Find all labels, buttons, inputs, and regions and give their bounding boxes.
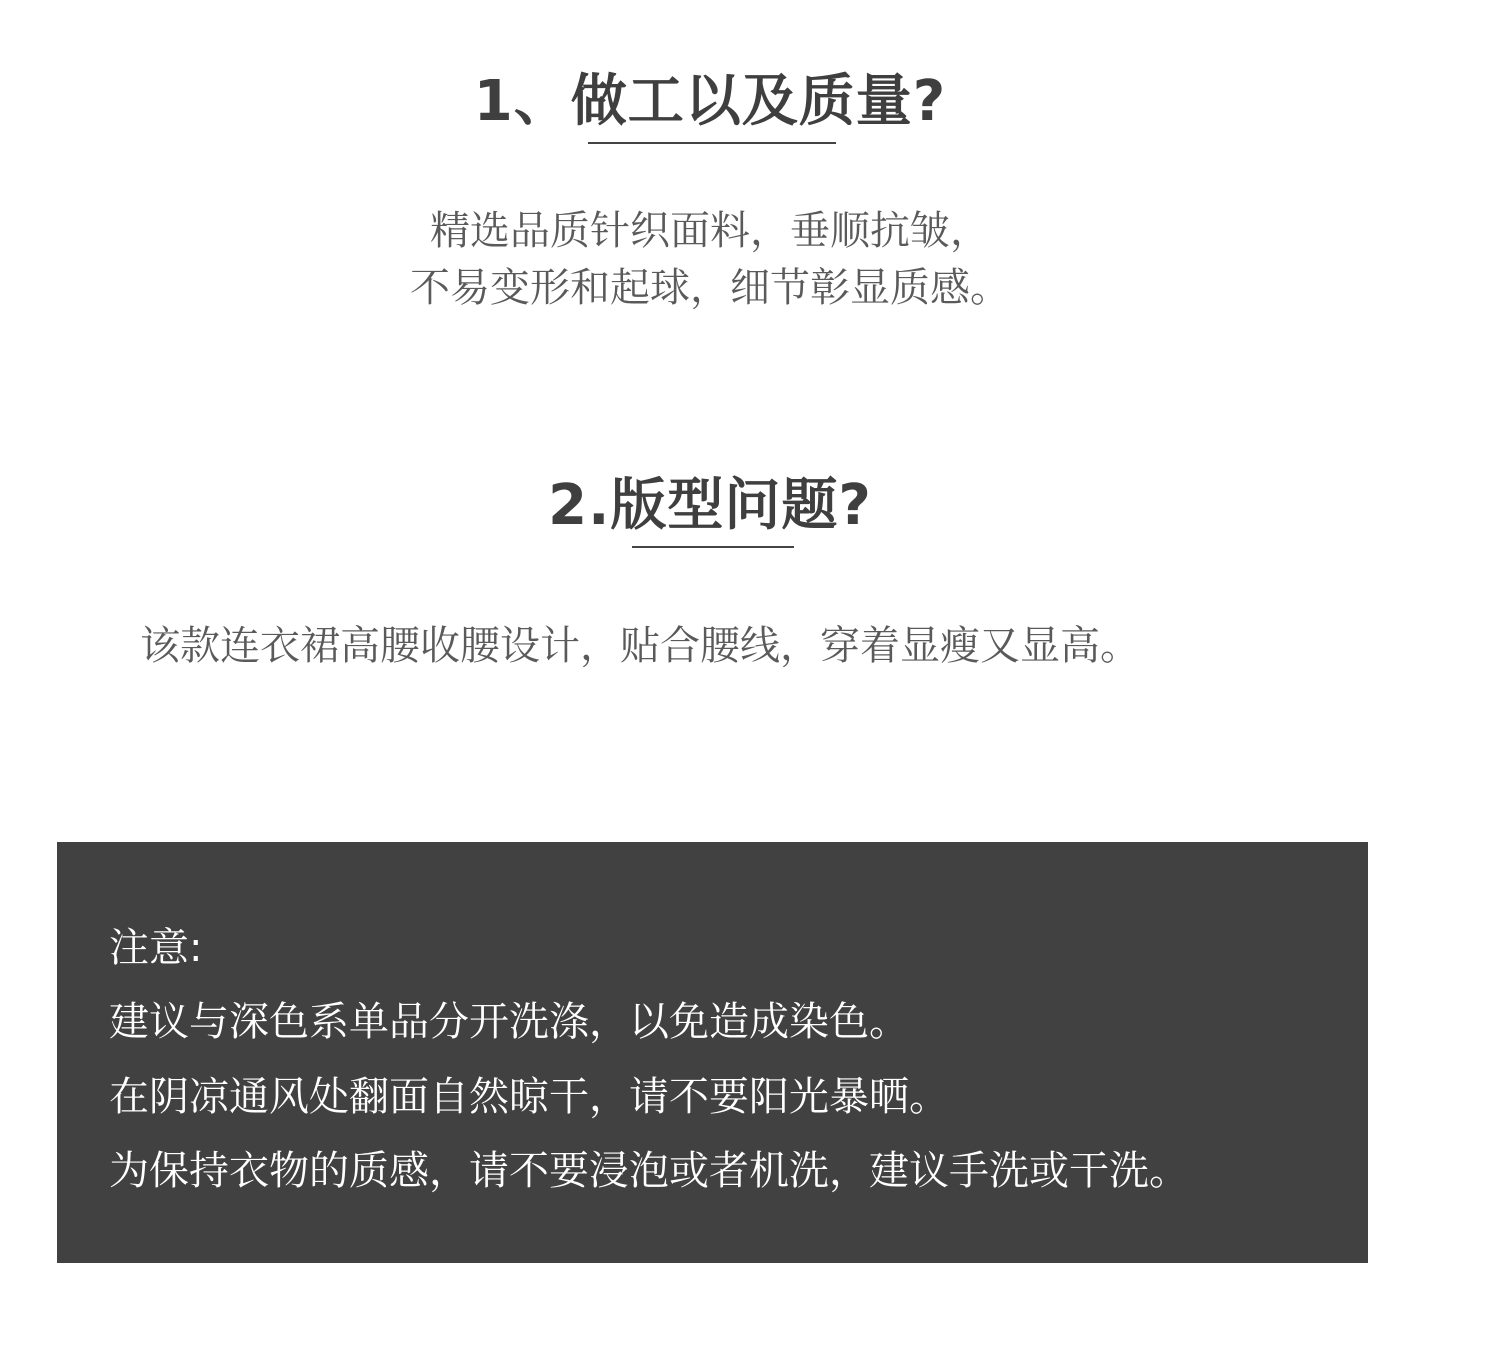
section-fit-title: 2.版型问题? bbox=[548, 473, 872, 538]
care-notice-line-1: 建议与深色系单品分开洗涤，以免造成染色。 bbox=[109, 999, 909, 1045]
section-quality-underline bbox=[588, 142, 836, 144]
section-quality-line-2: 不易变形和起球，细节彰显质感。 bbox=[410, 265, 1010, 311]
section-fit-text: 该款连衣裙高腰收腰设计，贴合腰线，穿着显瘦又显高。 bbox=[140, 623, 1140, 669]
care-notice-box bbox=[57, 842, 1368, 1263]
care-notice-line-3: 为保持衣物的质感，请不要浸泡或者机洗，建议手洗或干洗。 bbox=[109, 1148, 1189, 1194]
section-quality-line-1: 精选品质针织面料，垂顺抗皱， bbox=[430, 208, 990, 254]
care-notice-heading: 注意: bbox=[109, 925, 203, 971]
care-notice-line-2: 在阴凉通风处翻面自然晾干，请不要阳光暴晒。 bbox=[109, 1074, 949, 1120]
section-quality-title: 1、做工以及质量? bbox=[473, 69, 947, 134]
section-fit-underline bbox=[632, 546, 794, 548]
